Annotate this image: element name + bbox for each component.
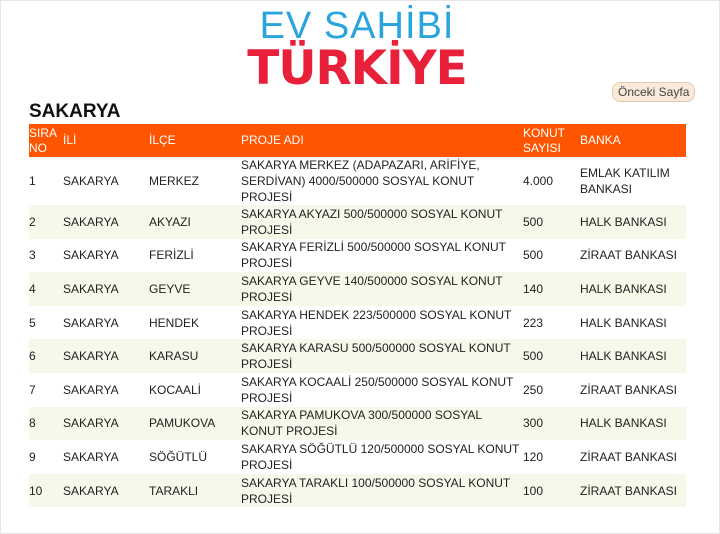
table-row — [29, 272, 686, 306]
cell-proje-adi: SAKARYA KARASU 500/500000 SOSYAL KONUT PROJESİ — [241, 339, 523, 373]
previous-page-button[interactable]: Önceki Sayfa — [612, 82, 695, 102]
cell-proje-adi: SAKARYA PAMUKOVA 300/500000 SOSYAL KONUT PROJESİ — [241, 407, 523, 441]
cell-konut-sayisi: 140 — [523, 272, 580, 306]
cell-ili: SAKARYA — [63, 382, 119, 397]
cell-konut-sayisi: 100 — [523, 474, 580, 508]
table-row — [29, 440, 686, 474]
cell-konut-sayisi: 500 — [523, 248, 544, 263]
cell-sira-no: 8 — [29, 407, 63, 441]
cell-proje-adi: SAKARYA HENDEK 223/500000 SOSYAL KONUT PROJESİ — [241, 307, 512, 338]
housing-projects-table — [29, 124, 686, 507]
cell-konut-sayisi: 500 — [523, 339, 580, 373]
cell-banka: ZİRAAT BANKASI — [580, 382, 677, 397]
cell-sira-no: 10 — [29, 474, 63, 508]
header-konut-sayisi: KONUT SAYISI — [523, 124, 580, 157]
cell-banka: EMLAK KATILIM BANKASI — [580, 166, 670, 196]
table-row — [29, 239, 686, 273]
cell-ili: SAKARYA — [63, 339, 149, 373]
cell-ilce: PAMUKOVA — [149, 407, 241, 441]
table-row — [29, 205, 686, 239]
header-ilce: İLÇE — [149, 124, 241, 157]
header-sira-no: SIRA NO — [29, 124, 63, 157]
cell-konut-sayisi: 500 — [523, 205, 580, 239]
cell-sira-no: 9 — [29, 449, 36, 464]
city-title: SAKARYA — [29, 101, 121, 122]
cell-ili: SAKARYA — [63, 407, 149, 441]
cell-konut-sayisi: 250 — [523, 382, 544, 397]
cell-ili: SAKARYA — [63, 474, 149, 508]
cell-ili: SAKARYA — [63, 449, 119, 464]
cell-proje-adi: SAKARYA KOCAALİ 250/500000 SOSYAL KONUT PROJESİ — [241, 374, 514, 405]
cell-banka: ZİRAAT BANKASI — [580, 248, 677, 263]
table-row — [29, 306, 686, 340]
cell-ilce: TARAKLI — [149, 474, 241, 508]
table-row — [29, 339, 686, 373]
ev-sahibi-turkiye-logo — [0, 5, 720, 96]
cell-konut-sayisi: 300 — [523, 407, 580, 441]
cell-konut-sayisi: 4.000 — [523, 174, 554, 188]
cell-sira-no: 4 — [29, 272, 63, 306]
cell-proje-adi: SAKARYA AKYAZI 500/500000 SOSYAL KONUT PROJESİ — [241, 205, 523, 239]
cell-proje-adi: SAKARYA SÖĞÜTLÜ 120/500000 SOSYAL KONUT PROJESİ — [241, 441, 520, 472]
table-header-row — [29, 124, 686, 157]
cell-banka: HALK BANKASI — [580, 205, 686, 239]
cell-sira-no: 6 — [29, 339, 63, 373]
cell-banka: ZİRAAT BANKASI — [580, 449, 677, 464]
table-row — [29, 474, 686, 508]
cell-banka: HALK BANKASI — [580, 315, 667, 330]
cell-konut-sayisi: 120 — [523, 449, 544, 464]
table-row — [29, 157, 686, 205]
cell-sira-no: 3 — [29, 248, 36, 263]
cell-banka: HALK BANKASI — [580, 339, 686, 373]
cell-sira-no: 2 — [29, 205, 63, 239]
cell-proje-adi: SAKARYA GEYVE 140/500000 SOSYAL KONUT PROJESİ — [241, 272, 523, 306]
cell-proje-adi: SAKARYA FERİZLİ 500/500000 SOSYAL KONUT PROJESİ — [241, 240, 506, 271]
table-row — [29, 407, 686, 441]
cell-ilce: MERKEZ — [149, 174, 200, 188]
cell-ilce: SÖĞÜTLÜ — [149, 449, 208, 464]
logo-line-bottom: TÜRKİYE — [247, 41, 467, 96]
cell-ili: SAKARYA — [63, 272, 149, 306]
cell-sira-no: 7 — [29, 382, 36, 397]
cell-sira-no: 5 — [29, 315, 36, 330]
cell-ili: SAKARYA — [63, 315, 119, 330]
cell-ilce: GEYVE — [149, 272, 241, 306]
cell-ilce: FERİZLİ — [149, 248, 194, 263]
cell-ili: SAKARYA — [63, 248, 119, 263]
cell-sira-no: 1 — [29, 174, 36, 188]
cell-ili: SAKARYA — [63, 205, 149, 239]
cell-banka: ZİRAAT BANKASI — [580, 474, 686, 508]
table-row — [29, 373, 686, 407]
cell-ilce: KOCAALİ — [149, 382, 202, 397]
cell-ili: SAKARYA — [63, 174, 119, 188]
cell-banka: HALK BANKASI — [580, 407, 686, 441]
logo-line-top: EV SAHİBİ — [259, 5, 455, 47]
cell-proje-adi: SAKARYA MERKEZ (ADAPAZARI, ARİFİYE, SERDİVAN) 4000/500000 SOSYAL KONUT PROJESİ — [241, 158, 480, 204]
cell-ilce: KARASU — [149, 339, 241, 373]
header-proje-adi: PROJE ADI — [241, 124, 523, 157]
cell-ilce: AKYAZI — [149, 205, 241, 239]
cell-ilce: HENDEK — [149, 315, 200, 330]
header-ili: İLİ — [63, 124, 149, 157]
header-banka: BANKA — [580, 124, 686, 157]
cell-konut-sayisi: 223 — [523, 315, 544, 330]
cell-banka: HALK BANKASI — [580, 272, 686, 306]
cell-proje-adi: SAKARYA TARAKLI 100/500000 SOSYAL KONUT PROJESİ — [241, 474, 523, 508]
